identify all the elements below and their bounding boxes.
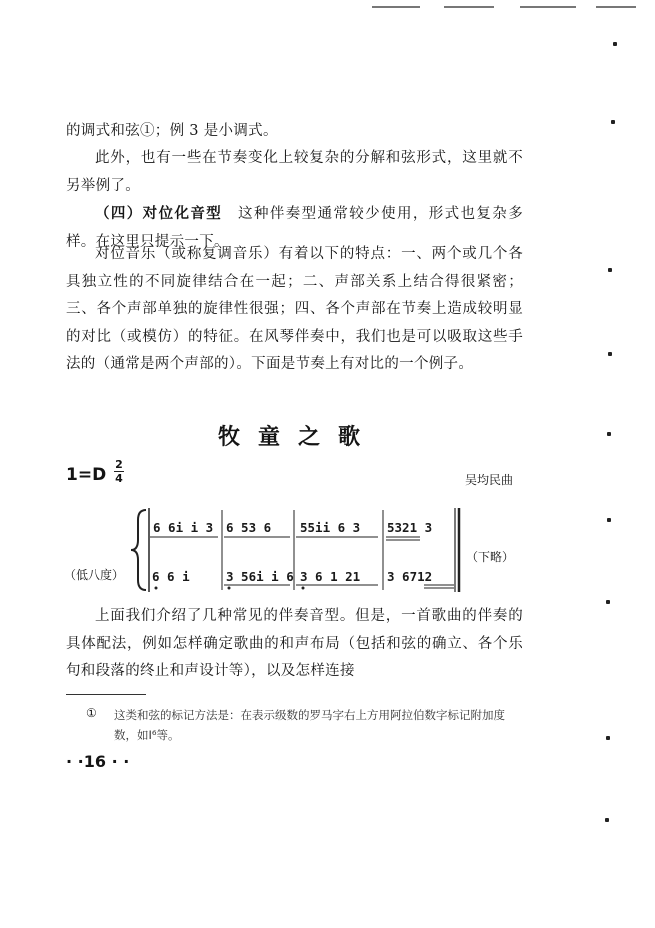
omitted-label: （下略）: [466, 550, 515, 564]
scan-mark: [606, 736, 610, 740]
lower-measure-2: 3 56i i 6: [226, 569, 294, 584]
upper-measure-2: 6 53 6: [226, 520, 272, 535]
lower-measure-1: 6 6 i: [152, 569, 190, 584]
scan-edge-line: [520, 6, 576, 8]
footnote-rule: [66, 694, 146, 695]
time-signature: [114, 459, 124, 484]
scan-mark: [605, 818, 609, 822]
lower-measure-4: 3 6712: [387, 569, 433, 584]
scan-edge-line: [596, 6, 636, 8]
scan-mark: [608, 268, 612, 272]
notation-score: [0, 500, 655, 600]
upper-measure-1: 6 6i i 3: [153, 520, 214, 535]
scan-mark: [611, 120, 615, 124]
scan-mark: [608, 352, 612, 356]
paragraph-2: 此外，也有一些在节奏变化上较复杂的分解和弦形式，这里就不另举例了。: [66, 150, 523, 194]
scan-edge-line: [372, 6, 420, 8]
song-title: 牧童之歌: [218, 424, 379, 450]
footnote-mark: ①: [86, 706, 97, 720]
upper-measure-3: 55ii 6 3: [300, 520, 361, 535]
paragraph-4: 对位音乐（或称复调音乐）有着以下的特点：一、两个或几个各具独立性的不同旋律结合在一起；二、声部关系上结合得很紧密；三、各个声部单独的旋律性很强；四、各个声部在节奏上造成较明显的对比（或模仿）的特征。在风琴伴奏中，我们也是可以吸取这些手法的（通常是两个声部的）。下面是节奏上有对比的一个例子。: [66, 246, 523, 372]
footnote-text: 这类和弦的标记方法是：在表示级数的罗马字右上方用阿拉伯数字标记附加度数，如I⁶等。: [114, 708, 505, 742]
scan-edge-line: [444, 6, 494, 8]
key-signature: 1=D: [66, 465, 107, 485]
paragraph-3-body: 这种伴奏型通常较少使用，形式也复杂多样。在这里只提示一下。: [66, 206, 523, 250]
paragraph-5: 上面我们介绍了几种常见的伴奏音型。但是，一首歌曲的伴奏的具体配法，例如怎样确定歌曲的和声布局（包括和弦的确立、各个乐句和段落的终止和声设计等），以及怎样连接: [66, 608, 523, 679]
time-signature-top: 2: [115, 458, 123, 471]
lower-measure-3: 3 6 1 21: [300, 569, 361, 584]
upper-measure-4: 5321 3: [387, 520, 433, 535]
scan-mark: [613, 42, 617, 46]
time-signature-bottom: 4: [115, 472, 123, 485]
low-octave-label: （低八度）: [64, 568, 125, 582]
section-heading: （四）对位化音型: [95, 205, 223, 222]
scan-mark: [606, 600, 610, 604]
paragraph-1: 的调式和弦①；例 3 是小调式。: [66, 123, 278, 139]
score-staff-lines: [0, 500, 655, 600]
scan-mark: [607, 432, 611, 436]
page-number: · ·16 · ·: [66, 752, 130, 771]
composer-credit: 吴均民曲: [465, 473, 514, 487]
